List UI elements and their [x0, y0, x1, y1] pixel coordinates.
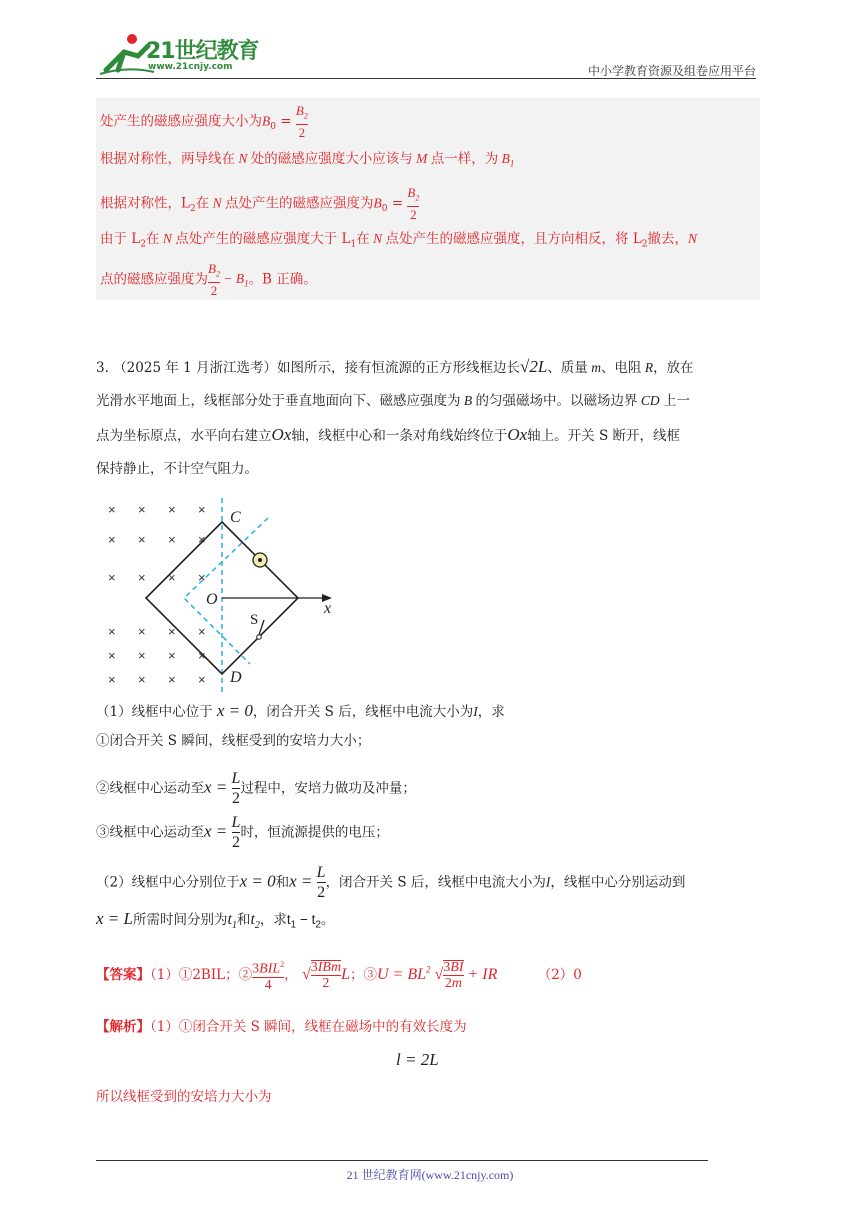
svg-text:×: ×	[198, 532, 206, 547]
answer-sep1: ，	[284, 966, 298, 983]
svg-text:×: ×	[138, 532, 146, 547]
sub2-c: ，闭合开关 S 后，线框中电流大小为	[325, 874, 546, 891]
svg-text:×: ×	[168, 502, 176, 517]
s3-a: ③线框中心运动至	[96, 824, 204, 841]
box-line-3b: 在	[195, 195, 210, 212]
sub2-g: ，求	[259, 912, 287, 928]
s2-a: ②线框中心运动至	[96, 780, 204, 797]
header	[0, 0, 860, 80]
s2-b: 过程中，安培力做功及冲量；	[240, 780, 416, 797]
dashed-frame-outline	[184, 518, 268, 664]
svg-text:×: ×	[168, 624, 176, 639]
label-x: x	[324, 600, 332, 617]
label-D: D	[230, 669, 242, 686]
box-line-1: 处产生的磁感应强度大小为$B_0$ = $\frac{B_2}{2}$	[100, 103, 308, 140]
analysis-tag: 【解析】	[96, 1019, 150, 1035]
s1-text: ①闭合开关 S 瞬间，线框受到的安培力大小；	[96, 733, 371, 749]
question-line-2: 光滑水平地面上，线框部分处于垂直地面向下、磁感应强度为 B 的匀强磁场中。以磁场边界 CD 上一	[96, 393, 691, 409]
sub2-b: 和	[275, 874, 290, 891]
q-p3b: 轴，线框中心和一条对角线始终位于	[291, 428, 508, 444]
svg-text:×: ×	[168, 672, 176, 687]
box-line-4b: 在	[146, 231, 160, 247]
box-line-3: 根据对称性，$L_2$在 N 点处产生的磁感应强度为$B_0$ = $\frac{B_2}{2}$	[100, 185, 420, 222]
svg-text:×: ×	[108, 624, 116, 639]
svg-text:×: ×	[108, 532, 116, 547]
logo-url-text: www.21cnjy.com	[148, 62, 233, 72]
svg-text:×: ×	[138, 672, 146, 687]
q-p3c: 轴上。开关 S 断开，线框	[527, 428, 680, 444]
svg-text:×: ×	[198, 624, 206, 639]
sub2-line: （2）线框中心分别位于x = 0和x = $\frac{L}{2}$ ，闭合开关 S 后，线框中电流大小为I，线框中心分别运动到	[96, 864, 686, 901]
question-line-3: 点为坐标原点，水平向右建立Ox轴，线框中心和一条对角线始终位于Ox轴上。开关 S 断开，线框	[96, 425, 680, 444]
q-p1b: 、质量	[547, 360, 588, 376]
box-line-4a: 由于 L	[100, 231, 141, 247]
label-O: O	[206, 591, 218, 608]
box-line-5a: 点的磁感应强度为	[100, 271, 208, 288]
s3-b: 时，恒流源提供的电压；	[240, 824, 389, 841]
header-rule	[96, 78, 756, 79]
logo-main-text: 21世纪教育	[146, 39, 259, 64]
logo	[96, 30, 266, 76]
s3-line: ③线框中心运动至x = $\frac{L}{2}$ 时，恒流源提供的电压；	[96, 814, 389, 851]
footer-text: 21 世纪教育网(www.21cnjy.com)	[346, 1168, 514, 1182]
current-source-dot-icon	[258, 558, 262, 562]
svg-text:×: ×	[168, 648, 176, 663]
svg-text:×: ×	[138, 502, 146, 517]
svg-text:×: ×	[198, 502, 206, 517]
box-line-3a: 根据对称性，L	[100, 195, 190, 212]
q-p2c: 上一	[663, 393, 691, 409]
box-line-2b: 处的磁感应强度大小应该与	[250, 151, 413, 167]
sub-questions	[96, 700, 766, 938]
sub1-b: ，闭合开关 S 后，线框中电流大小为	[252, 704, 474, 720]
sub2-d: ，线框中心分别运动到	[550, 874, 686, 891]
box-line-2: 根据对称性，两导线在 N 处的磁感应强度大小应该与 M 点一样，为 $B_1$	[100, 151, 515, 169]
svg-text:×: ×	[108, 648, 116, 663]
analysis-equation: l = 2L	[396, 1050, 439, 1069]
q-p4: 保持静止，不计空气阻力。	[96, 461, 258, 477]
box-line-5: 点的磁感应强度为 $\frac{B_2}{2}$ − $B_1$。B 正确。	[100, 261, 317, 298]
sub1-a: （1）线框中心位于	[96, 704, 213, 720]
answer-part2: （2）0	[537, 966, 582, 983]
label-C: C	[230, 509, 241, 526]
label-S: S	[250, 612, 259, 628]
answer-line: 【答案】（1）①2BIL；② $\frac{3BIL^2}{4}$ ， √ $\frac{\text{3IBm}}{2}$ L；③U = $BL^2$ √ $\frac{3BI}{2m}$ + IR （2）0	[96, 959, 582, 993]
svg-text:×: ×	[198, 672, 206, 687]
svg-text:×: ×	[168, 532, 176, 547]
svg-text:×: ×	[138, 570, 146, 585]
q-p1a: 如图所示，接有恒流源的正方形线框边长	[277, 360, 521, 376]
answer-part1: （1）①2BIL；②	[150, 966, 253, 983]
analysis-after: 所以线框受到的安培力大小为	[96, 1089, 272, 1105]
switch-pivot-icon	[257, 635, 262, 640]
svg-text:×: ×	[198, 648, 206, 663]
question-number: 3.	[96, 360, 109, 376]
svg-text:×: ×	[198, 570, 206, 585]
box-line-4e: 点处产生的磁感应强度，且方向相反，将 L	[385, 231, 642, 247]
sub2-f: 和	[236, 912, 251, 928]
answer-tag: 【答案】	[96, 966, 150, 983]
q-p3a: 点为坐标原点，水平向右建立	[96, 428, 272, 444]
q-p1d: ，放在	[653, 360, 694, 376]
header-right-text: 中小学教育资源及组卷应用平台	[587, 64, 756, 78]
s1-line	[96, 730, 766, 770]
svg-text:×: ×	[108, 570, 116, 585]
solution-box	[96, 98, 760, 300]
analysis-text: （1）①闭合开关 S 瞬间，线框在磁场中的有效长度为	[150, 1019, 467, 1035]
svg-text:×: ×	[138, 624, 146, 639]
box-line-2a: 根据对称性，两导线在	[100, 151, 235, 167]
box-line-2c: 点一样，为	[430, 151, 499, 167]
box-line-4d: 在	[356, 231, 370, 247]
answer-sep2: ；③	[349, 966, 377, 983]
box-line-4c: 点处产生的磁感应强度大于 L	[175, 231, 351, 247]
sub2-e: 所需时间分别为	[132, 912, 228, 928]
field-cross-marks	[108, 502, 206, 687]
footer-rule	[96, 1160, 708, 1161]
box-line-3c: 点处产生的磁感应强度为	[224, 195, 374, 212]
s2-line: ②线框中心运动至x = $\frac{L}{2}$ 过程中，安培力做功及冲量；	[96, 770, 416, 807]
analysis-block	[96, 1016, 766, 1038]
q-p2a: 光滑水平地面上，线框部分处于垂直地面向下、磁感应强度为	[96, 393, 461, 409]
sub1-line: （1）线框中心位于 x = 0，闭合开关 S 后，线框中电流大小为I，求	[96, 701, 505, 720]
box-line-4: 由于 $L_2$在 N 点处产生的磁感应强度大于 $L_1$在 N 点处产生的磁感应强度，且方向相反，将 $L_2$撤去，N	[100, 231, 698, 250]
question-line-1: 3. （2025 年 1 月浙江选考）如图所示，接有恒流源的正方形线框边长√2L、质量 m、电阻 R，放在	[96, 357, 694, 376]
q-p1c: 、电阻	[600, 360, 642, 376]
question-source: （2025 年 1 月浙江选考）	[113, 360, 278, 376]
svg-text:×: ×	[138, 648, 146, 663]
analysis-line	[96, 1016, 766, 1038]
sub1-c: ，求	[477, 704, 505, 720]
box-line-5b: 。B 正确。	[248, 271, 317, 288]
box-line-4f: 撤去，	[647, 231, 689, 247]
question-3	[96, 356, 766, 492]
sub2-a: （2）线框中心分别位于	[96, 874, 240, 891]
svg-text:×: ×	[108, 502, 116, 517]
svg-text:×: ×	[168, 570, 176, 585]
svg-text:×: ×	[108, 672, 116, 687]
sub2-line-2: x = L所需时间分别为$t_1$和$t_2$，求$t_1 - t_2$。	[96, 909, 335, 932]
q-p2b: 的匀强磁场中。以磁场边界	[475, 393, 638, 409]
box-line-1-text: 处产生的磁感应强度大小为	[100, 113, 262, 130]
sub2-h: 。	[320, 912, 335, 928]
magnetic-field-figure	[96, 498, 356, 694]
question-line-4	[96, 458, 766, 492]
